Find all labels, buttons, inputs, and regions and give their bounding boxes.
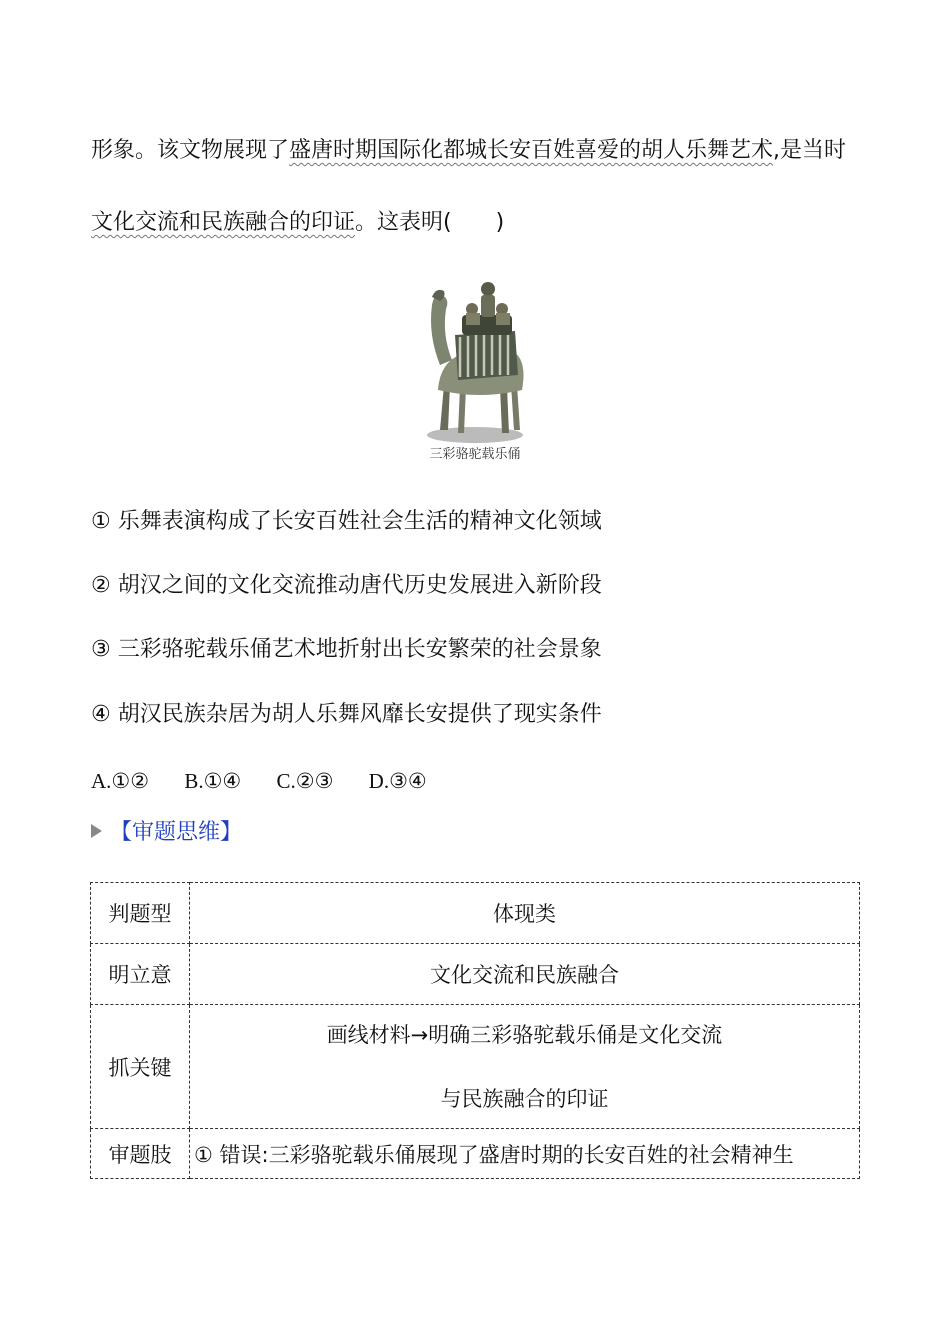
- camel-figurine-image: [410, 265, 540, 465]
- question-line-2: [91, 208, 504, 238]
- row-head: 明立意: [91, 944, 190, 1005]
- figure-caption: 三彩骆驼载乐俑: [429, 447, 521, 462]
- statement-3: ③ 三彩骆驼载乐俑艺术地折射出长安繁荣的社会景象: [91, 637, 602, 662]
- option-d: D.③④: [368, 769, 427, 793]
- analysis-table: [90, 882, 860, 1179]
- table-row: [91, 883, 860, 944]
- table-row: [91, 1005, 860, 1129]
- question-line-1: [91, 136, 846, 166]
- table-row: [91, 1129, 860, 1179]
- row-head: 判题型: [91, 883, 190, 944]
- question-text: ,是当时: [773, 138, 847, 163]
- statement-4: ④ 胡汉民族杂居为胡人乐舞风靡长安提供了现实条件: [91, 702, 602, 727]
- underlined-material: 文化交流和民族融合的印证: [91, 210, 356, 235]
- option-a: A.①②: [91, 769, 150, 793]
- answer-options: [91, 766, 457, 796]
- table-row: [91, 944, 860, 1005]
- section-title: 【审题思维】: [110, 820, 243, 845]
- play-triangle-icon: [91, 824, 102, 838]
- row-body: 文化交流和民族融合: [190, 944, 860, 1005]
- row-body-line: 画线材料→明确三彩骆驼载乐俑是文化交流: [326, 1022, 723, 1047]
- row-body: ① 错误:三彩骆驼载乐俑展现了盛唐时期的长安百姓的社会精神生: [190, 1129, 860, 1179]
- row-head: 审题肢: [91, 1129, 190, 1179]
- question-text: 形象。该文物展现了: [91, 138, 290, 163]
- row-body: 体现类: [190, 883, 860, 944]
- section-heading: [91, 818, 242, 848]
- statement-1: ① 乐舞表演构成了长安百姓社会生活的精神文化领域: [91, 509, 602, 534]
- row-body: [190, 1005, 860, 1129]
- question-text: 。这表明( ): [355, 210, 505, 235]
- option-b: B.①④: [184, 769, 242, 793]
- underlined-material: 盛唐时期国际化都城长安百姓喜爱的胡人乐舞艺术: [289, 138, 774, 163]
- option-c: C.②③: [276, 769, 334, 793]
- row-head: 抓关键: [91, 1005, 190, 1129]
- row-body-line: 与民族融合的印证: [440, 1086, 609, 1111]
- statement-2: ② 胡汉之间的文化交流推动唐代历史发展进入新阶段: [91, 573, 602, 598]
